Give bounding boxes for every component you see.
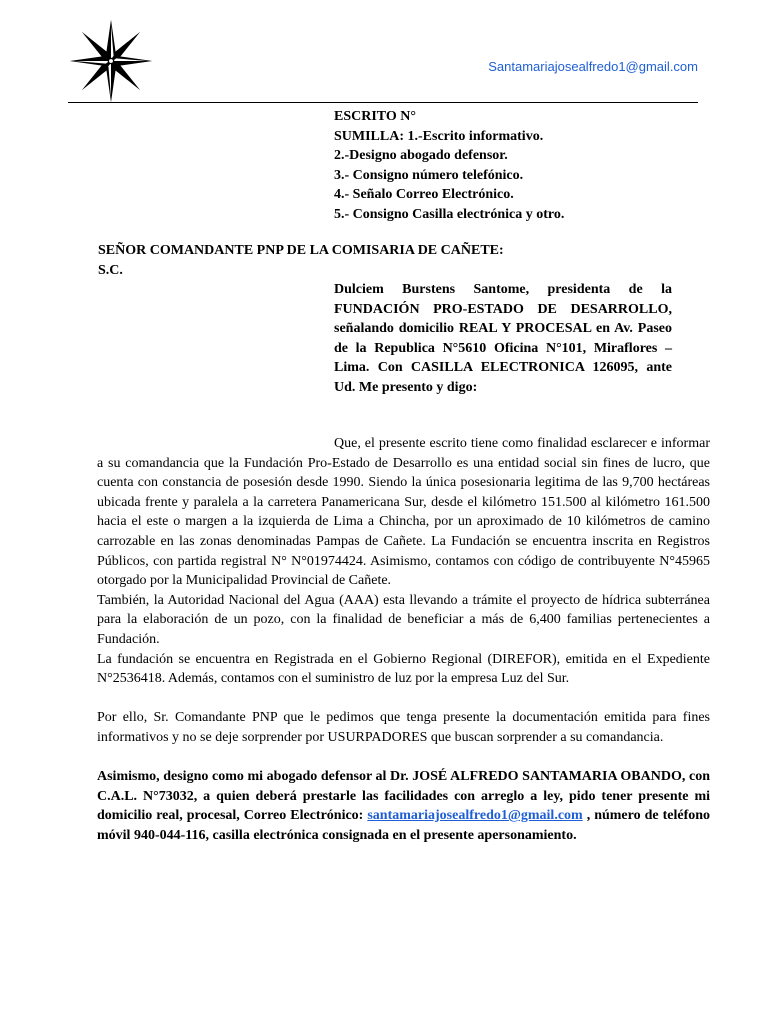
header-email[interactable]: Santamariajosealfredo1@gmail.com <box>488 59 698 74</box>
lawyer-email-link[interactable]: santamariajosealfredo1@gmail.com <box>367 808 583 824</box>
sumilla-line-3: 3.- Consigno número telefónico. <box>334 167 524 183</box>
compass-rose-icon <box>68 18 154 104</box>
sumilla-line-4: 4.- Señalo Correo Electrónico. <box>334 187 514 203</box>
sumilla-line-5: 5.- Consigno Casilla electrónica y otro. <box>334 206 565 222</box>
introduction-paragraph: Dulciem Burstens Santome, presidenta de la FUNDACIÓN PRO-ESTADO DE DESARROLLO, señalando domicilio REAL Y PROCESAL en Av. Paseo de la Republica N°5610 Oficina N°101, Miraflores – Lima. Con CASILLA ELECTRONICA 126095, ante Ud. Me presento y digo: <box>334 282 672 395</box>
paragraph-water-authority: También, la Autoridad Nacional del Agua (AAA) esta llevando a trámite el proyecto de hídrica subterránea para la elaboración de un pozo, con la finalidad de beneficiar a más de 6,400 familias pertenecientes a Fundación. <box>97 592 710 647</box>
paragraph-purpose-text: Que, el presente escrito tiene como finalidad esclarecer e informar a su comandancia que la Fundación Pro-Estado de Desarrollo es una entidad social sin fines de lucro, que cuenta con constancia de posesión desde 1990. Siendo la única posesionaria legitima de las 9,700 hectáreas ubicada frente y paralela a la carretera Panamericana Sur, desde el kilómetro 151.500 al kilómetro 161.500 hacia el este o margen a la izquierda de Lima a Chincha, por un aproximado de 10 kilómetros de camino carrozable en las zonas denominadas Pampas de Cañete. La Fundación se encuentra inscrita en Registros Públicos, con partida registral N° N°01974424. Asimismo, contamos con código de contribuyente N°45965 otorgado por la Municipalidad Provincial de Cañete. <box>97 436 710 589</box>
header-divider <box>68 102 698 103</box>
paragraph-purpose <box>97 434 710 591</box>
addressee-title: SEÑOR COMANDANTE PNP DE LA COMISARIA DE CAÑETE: <box>98 243 504 258</box>
lawyer-contact-text: , número de teléfono móvil 940-044-116, casilla electrónica consignada en el presente apersonamiento. <box>97 808 711 843</box>
lawyer-designation-text: Asimismo, designo como mi abogado defensor al Dr. JOSÉ ALFREDO SANTAMARIA OBANDO, con C.A.L. N°73032, a quien deberá prestarle las facilidades con arreglo a ley, pido tener presente mi domicilio real, procesal, Correo Electrónico: <box>97 769 710 824</box>
paragraph-request: Por ello, Sr. Comandante PNP que le pedimos que tenga presente la documentación emitida para fines informativos y no se deje sorprender por USURPADORES que buscan sorprender a su comandancia. <box>97 710 710 745</box>
sumilla-line-2: 2.-Designo abogado defensor. <box>334 148 508 164</box>
document-body <box>97 434 710 845</box>
addressee-block <box>98 241 504 280</box>
sumilla-line-1: SUMILLA: 1.-Escrito informativo. <box>334 128 544 144</box>
addressee-sc: S.C. <box>98 262 123 278</box>
paragraph-lawyer-designation <box>97 767 710 845</box>
sumilla-block <box>334 107 564 225</box>
sumilla-line-escrito: ESCRITO N° <box>334 109 416 124</box>
paragraph-regional-registry: La fundación se encuentra en Registrada en el Gobierno Regional (DIREFOR), emitida en el Expediente N°2536418. Además, contamos con el suministro de luz por la empresa Luz del Sur. <box>97 651 710 687</box>
